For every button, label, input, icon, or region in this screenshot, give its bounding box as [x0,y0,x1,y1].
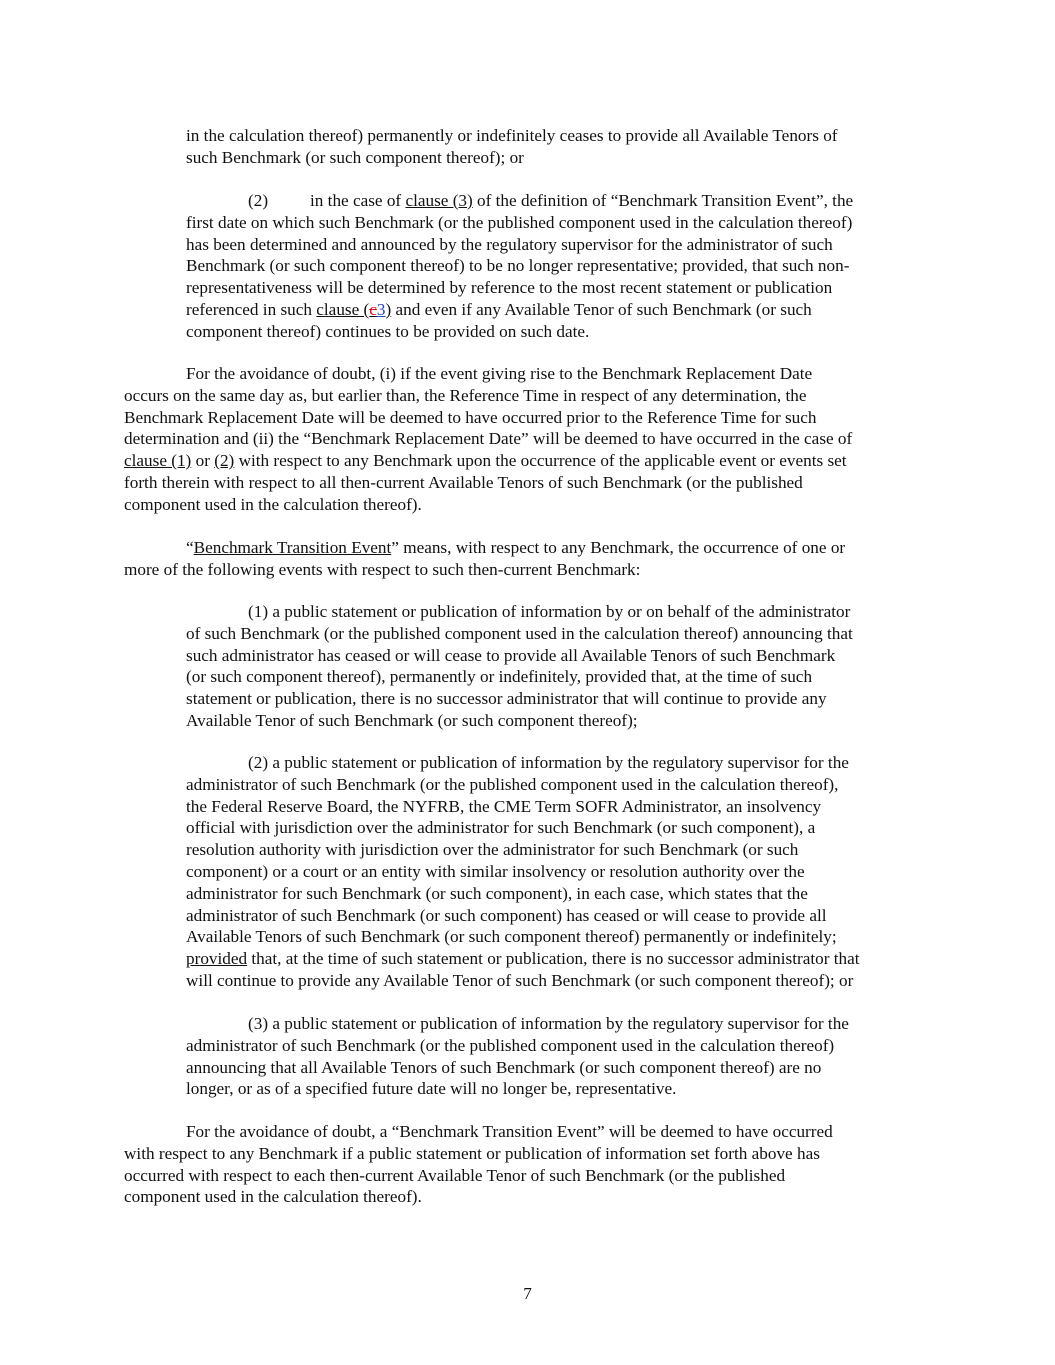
paragraph-continuation [186,125,936,169]
text-line: in the calculation thereof) permanently or indefinitely ceases to provide all Available Tenors of [186,126,838,145]
text-line: referenced in such clause (c3) and even if any Available Tenor of such Benchmark (or such [186,299,812,319]
clause-2-paragraph [186,190,936,343]
tracked-deletion: c [369,299,377,319]
event-2-paragraph [186,752,936,992]
clause-1-reference: clause (1) [124,451,192,471]
text-line: official with jurisdiction over the administrator for such Benchmark (or such component), a [186,818,816,838]
clause-3-reference: clause (3) [405,191,473,210]
text-line: For the avoidance of doubt, (i) if the event giving rise to the Benchmark Replacement Date [186,364,813,383]
text-line: forth therein with respect to all then-current Available Tenors of such Benchmark (or the published [124,472,803,492]
text-line: of such Benchmark (or the published component used in the calculation thereof) announcing that [186,623,853,643]
text-line: first date on which such Benchmark (or the published component used in the calculation thereof) [186,212,853,232]
text-line: such Benchmark (or such component thereof); or [186,147,524,167]
text-line: statement or publication, there is no successor administrator that will continue to provide any [186,689,827,709]
text-line: Benchmark Replacement Date will be deemed to have occurred prior to the Reference Time for such [124,407,817,427]
text-line: (1) a public statement or publication of information by or on behalf of the administrator [248,602,851,621]
text-line: will continue to provide any Available Tenor of such Benchmark (or such component thereof); or [186,970,854,990]
defined-term: Benchmark Transition Event [193,538,392,557]
text-line: has been determined and announced by the regulatory supervisor for the administrator of such [186,234,833,254]
text-line: determination and (ii) the “Benchmark Replacement Date” will be deemed to have occurred in the case of [124,429,853,449]
text-line: provided that, at the time of such statement or publication, there is no successor administrator that [186,949,860,969]
text-line: (3) a public statement or publication of information by the regulatory supervisor for the [248,1014,849,1033]
provided-term: provided [186,949,248,969]
page-number: 7 [523,1284,532,1303]
text-line: administrator of such Benchmark (or the published component used in the calculation thereof) [186,1035,835,1055]
text-line: representativeness will be determined by reference to the most recent statement or publication [186,278,833,298]
text-line: clause (1) or (2) with respect to any Benchmark upon the occurrence of the applicable event or events set [124,451,847,471]
text-line: Benchmark (or such component thereof) to be no longer representative; provided, that such non- [186,256,850,276]
clause-2-reference: (2) [214,451,235,471]
text-line: (2) a public statement or publication of information by the regulatory supervisor for the [248,753,849,772]
text-line: (2) in the case of clause (3) of the definition of “Benchmark Transition Event”, the [248,191,854,210]
text-line: announcing that all Available Tenors of such Benchmark (or such component thereof) are no [186,1057,822,1077]
text-line: component used in the calculation thereof). [124,494,422,514]
text-line: Available Tenor of such Benchmark (or such component thereof); [186,710,638,730]
avoidance-of-doubt-paragraph-2 [124,1121,936,1208]
text-line: administrator for such Benchmark (or such component), in each case, which states that the [186,883,808,903]
text-line: component thereof) continues to be provided on such date. [186,321,590,341]
text-line: component) or a court or an entity with similar insolvency or resolution authority over the [186,861,805,881]
text-line: (or such component thereof), permanently or indefinitely, provided that, at the time of such [186,667,813,687]
text-line: administrator of such Benchmark (or such component) has ceased or will cease to provide all [186,905,827,925]
text-line: administrator of such Benchmark (or the published component used in the calculation thereof), [186,774,839,794]
text-line: “Benchmark Transition Event” means, with respect to any Benchmark, the occurrence of one or [186,538,846,557]
text-line: longer, or as of a specified future date will no longer be, representative. [186,1079,677,1099]
text-line: For the avoidance of doubt, a “Benchmark Transition Event” will be deemed to have occurred [186,1122,833,1141]
text-line: the Federal Reserve Board, the NYFRB, the CME Term SOFR Administrator, an insolvency [186,796,822,816]
text-line: component used in the calculation thereof). [124,1187,422,1207]
text-line: such administrator has ceased or will cease to provide all Available Tenors of such Benchmark [186,645,836,665]
clause-number: (2) [248,191,269,210]
text-line: Available Tenors of such Benchmark (or such component thereof) permanently or indefinitely; [186,927,837,947]
text-line: more of the following events with respect to such then-current Benchmark: [124,559,641,579]
definition-paragraph [124,537,936,581]
text-line: occurs on the same day as, but earlier than, the Reference Time in respect of any determination, the [124,385,807,405]
event-1-paragraph [186,601,936,732]
tracked-insertion: 3 [376,299,386,319]
event-3-paragraph [186,1013,936,1100]
avoidance-of-doubt-paragraph-1 [124,363,936,516]
text-line: occurred with respect to each then-current Available Tenor of such Benchmark (or the published [124,1165,786,1185]
text-line: resolution authority with jurisdiction over the administrator for such Benchmark (or such [186,840,799,860]
text-line: with respect to any Benchmark if a public statement or publication of information set forth above has [124,1143,820,1163]
clause-reference: clause (c3) [316,299,392,319]
